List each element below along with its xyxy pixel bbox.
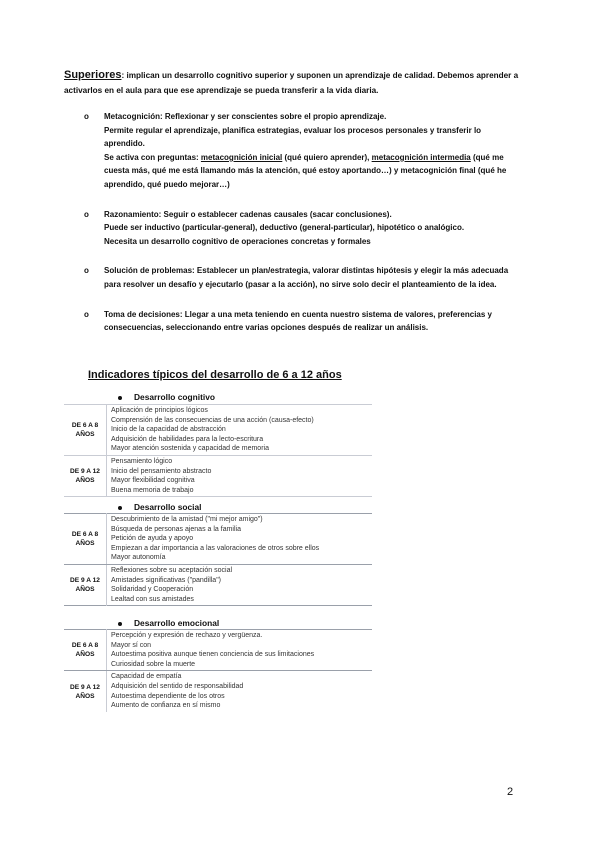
superiores-heading: Superiores bbox=[64, 69, 122, 81]
subheading-social: Desarrollo social bbox=[118, 502, 202, 512]
table-row bbox=[64, 564, 372, 605]
table-row bbox=[64, 455, 372, 496]
table-row bbox=[64, 514, 372, 565]
table-emocional bbox=[64, 629, 372, 712]
item-line2: Puede ser inductivo (particular-general), deductivo (general-particular), hipotético o analógico. bbox=[104, 223, 465, 233]
age-cell: DE 9 A 12 AÑOS bbox=[64, 671, 107, 712]
table-row bbox=[64, 405, 372, 456]
table-row bbox=[64, 671, 372, 712]
items-cell: Descubrimiento de la amistad ("mi mejor amigo") Búsqueda de personas ajenas a la familia Petición de ayuda y apoyo Empiezan a dar importancia a las valoraciones de otros sobre ellos Mayor autonomía bbox=[107, 514, 373, 565]
subheading-emocional: Desarrollo emocional bbox=[118, 618, 219, 628]
section-title: Indicadores típicos del desarrollo de 6 a 12 años bbox=[88, 369, 342, 381]
age-cell: DE 6 A 8 AÑOS bbox=[64, 514, 107, 565]
items-cell: Capacidad de empatía Adquisición del sentido de responsabilidad Autoestima dependiente de los otros Aumento de confianza en sí mismo bbox=[111, 673, 244, 710]
intro-paragraph bbox=[64, 68, 534, 98]
list-marker: o bbox=[84, 112, 89, 121]
item-title: Toma de decisiones: Llegar a una meta teniendo en cuenta nuestro sistema de valores, preferencias y consecuencias, seleccionando entre varias opciones después de realizar un análisis. bbox=[104, 309, 492, 333]
list-item-solucion bbox=[84, 264, 524, 291]
list-item-decisiones bbox=[84, 308, 524, 335]
age-cell: DE 6 A 8 AÑOS bbox=[64, 630, 107, 671]
list-marker: o bbox=[84, 309, 89, 319]
intro-text: : implican un desarrollo cognitivo superior y suponen un aprendizaje de calidad. Debemos aprender a activarlos en el aula para que ese aprendizaje se pueda transferir a la vida diaria. bbox=[64, 71, 519, 95]
skills-list bbox=[84, 110, 524, 351]
items-cell: Reflexiones sobre su aceptación social Amistades significativas ("pandilla") Solidaridad y Cooperación Lealtad con sus amistades bbox=[111, 566, 233, 603]
underlined-term: metacognición intermedia bbox=[371, 152, 471, 162]
item-title: Solución de problemas: Establecer un plan/estrategia, valorar distintas hipótesis y elegir la más adecuada para resolver un desafío y ejecutarlo (pasar a la acción), no sirve solo decir el planteamiento de la idea. bbox=[104, 266, 509, 289]
item-line2: Permite regular el aprendizaje, planifica estrategias, evaluar los procesos personales y transferir lo aprendido. bbox=[104, 125, 482, 149]
item-line3: Se activa con preguntas: metacognición inicial (qué quiero aprender), metacognición intermedia (qué me cuesta más, qué me está llamando más la atención, qué estoy aportando…) y metacognición final (qué he aprendido, qué puedo mejorar…) bbox=[104, 152, 507, 189]
item-title: Razonamiento: Seguir o establecer cadenas causales (sacar conclusiones). bbox=[104, 209, 392, 219]
list-marker: o bbox=[84, 209, 89, 219]
list-item-metacognicion bbox=[84, 110, 524, 192]
age-cell: DE 9 A 12 AÑOS bbox=[64, 455, 107, 496]
item-title: Metacognición: Reflexionar y ser conscientes sobre el propio aprendizaje. bbox=[104, 112, 387, 121]
items-cell: Aplicación de principios lógicos Comprensión de las consecuencias de una acción (causa-efecto) Inicio de la capacidad de abstracción Adquisición de habilidades para la lecto-escritura Mayor atención sostenida y capacidad de memoria bbox=[107, 405, 373, 456]
age-cell: DE 6 A 8 AÑOS bbox=[64, 405, 107, 456]
bullet-icon bbox=[118, 506, 122, 510]
table-row bbox=[64, 630, 372, 671]
items-cell: Percepción y expresión de rechazo y vergüenza. Mayor sí con Autoestima positiva aunque tienen conciencia de sus limitaciones Curiosidad sobre la muerte bbox=[107, 630, 373, 671]
item-line3: Necesita un desarrollo cognitivo de operaciones concretas y formales bbox=[104, 236, 371, 246]
subheading-cognitivo: Desarrollo cognitivo bbox=[118, 392, 215, 402]
list-marker: o bbox=[84, 266, 89, 276]
underlined-term: metacognición inicial bbox=[200, 152, 283, 162]
table-social bbox=[64, 513, 372, 606]
bullet-icon bbox=[118, 396, 122, 400]
age-cell: DE 9 A 12 AÑOS bbox=[64, 564, 107, 605]
page-number: 2 bbox=[507, 786, 514, 798]
table-cognitivo bbox=[64, 404, 372, 497]
bullet-icon bbox=[118, 622, 122, 626]
list-item-razonamiento bbox=[84, 208, 524, 249]
items-cell: Pensamiento lógico Inicio del pensamiento abstracto Mayor flexibilidad cognitiva Buena memoria de trabajo bbox=[107, 455, 373, 496]
